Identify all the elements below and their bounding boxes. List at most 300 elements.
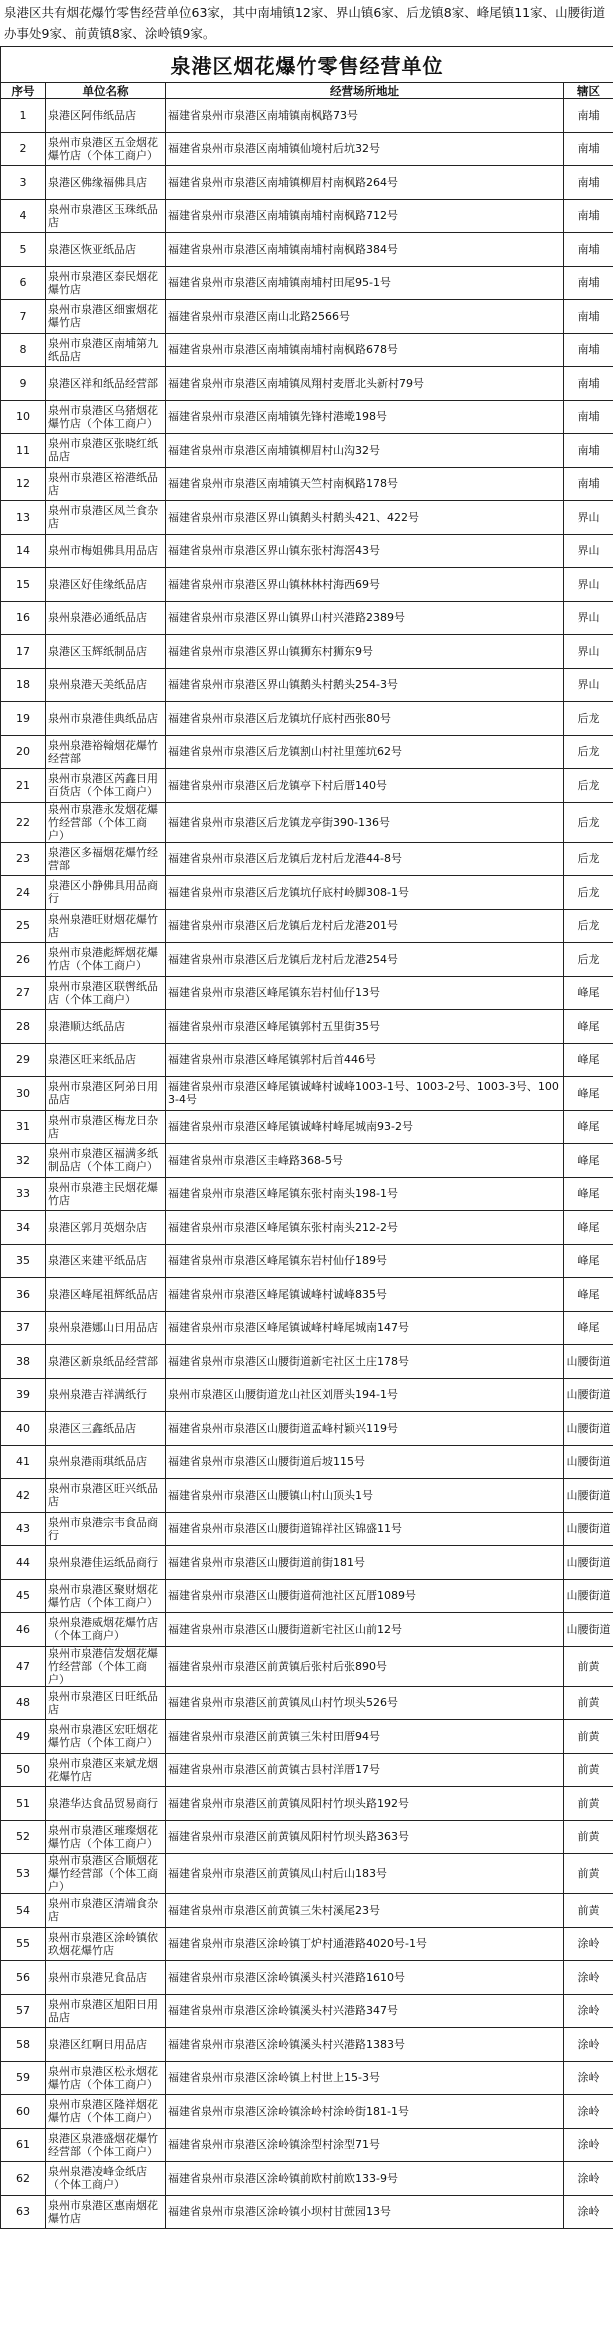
unit-name: 泉州泉港娜山日用品店	[46, 1311, 166, 1345]
unit-name: 泉州市泉港区日旺纸品店	[46, 1686, 166, 1720]
row-number: 5	[1, 233, 46, 267]
table-row	[1, 601, 613, 635]
table-row	[1, 802, 613, 842]
business-address: 福建省泉州市泉港区山腰镇山村山顶头1号	[166, 1479, 564, 1513]
district: 前黄	[564, 1720, 613, 1754]
unit-name: 泉州泉港雨琪纸品店	[46, 1445, 166, 1479]
district: 峰尾	[564, 1177, 613, 1211]
row-number: 20	[1, 735, 46, 769]
unit-name: 泉州泉港天美纸品店	[46, 668, 166, 702]
unit-name: 泉港区阿伟纸品店	[46, 99, 166, 133]
business-address: 福建省泉州市泉港区峰尾镇诚峰村峰尾城南93-2号	[166, 1110, 564, 1144]
row-number: 34	[1, 1211, 46, 1245]
table-row	[1, 1613, 613, 1647]
district: 界山	[564, 668, 613, 702]
row-number: 62	[1, 2162, 46, 2196]
business-address: 福建省泉州市泉港区涂岭镇丁炉村通港路4020号-1号	[166, 1927, 564, 1961]
business-address: 泉州市泉港区山腰街道龙山社区刘厝头194-1号	[166, 1378, 564, 1412]
business-address: 福建省泉州市泉港区南埔镇南埔村南枫路384号	[166, 233, 564, 267]
business-address: 福建省泉州市泉港区涂岭镇前欧村前欧133-9号	[166, 2162, 564, 2196]
business-address: 福建省泉州市泉港区南埔镇天竺村南枫路178号	[166, 467, 564, 501]
unit-name: 泉港区新泉纸品经营部	[46, 1345, 166, 1379]
business-address: 福建省泉州市泉港区后龙镇坑仔底村岭脚308-1号	[166, 876, 564, 910]
row-number: 25	[1, 909, 46, 943]
table-row	[1, 434, 613, 468]
district: 后龙	[564, 769, 613, 803]
table-row	[1, 534, 613, 568]
unit-name: 泉州市泉港区惠南烟花爆竹店	[46, 2195, 166, 2229]
table-row	[1, 1512, 613, 1546]
district: 南埔	[564, 166, 613, 200]
row-number: 49	[1, 1720, 46, 1754]
unit-name: 泉港区恢亚纸品店	[46, 233, 166, 267]
row-number: 36	[1, 1278, 46, 1312]
business-address: 福建省泉州市泉港区界山镇鹅头村鹅头421、422号	[166, 501, 564, 535]
district: 南埔	[564, 467, 613, 501]
retail-units-table	[0, 46, 613, 2229]
row-number: 35	[1, 1244, 46, 1278]
table-row	[1, 976, 613, 1010]
unit-name: 泉州市泉港区玉珠纸品店	[46, 199, 166, 233]
row-number: 42	[1, 1479, 46, 1513]
row-number: 63	[1, 2195, 46, 2229]
table-row	[1, 668, 613, 702]
table-row	[1, 2061, 613, 2095]
unit-name: 泉州市泉港区联辔纸品店（个体工商户）	[46, 976, 166, 1010]
business-address: 福建省泉州市泉港区南埔镇凤翔村麦厝北头新村79号	[166, 367, 564, 401]
business-address: 福建省泉州市泉港区山腰街道前街181号	[166, 1546, 564, 1580]
unit-name: 泉港区多福烟花爆竹经营部	[46, 842, 166, 876]
row-number: 17	[1, 635, 46, 669]
district: 涂岭	[564, 2028, 613, 2062]
district: 山腰街道	[564, 1378, 613, 1412]
unit-name: 泉州市泉港区旺兴纸品店	[46, 1479, 166, 1513]
table-row	[1, 2028, 613, 2062]
district: 界山	[564, 601, 613, 635]
row-number: 45	[1, 1579, 46, 1613]
row-number: 57	[1, 1994, 46, 2028]
row-number: 14	[1, 534, 46, 568]
district: 南埔	[564, 333, 613, 367]
district: 前黄	[564, 1894, 613, 1928]
unit-name: 泉州市泉港区聚财烟花爆竹店（个体工商户）	[46, 1579, 166, 1613]
unit-name: 泉州泉港威烟花爆竹店（个体工商户）	[46, 1613, 166, 1647]
table-row	[1, 1077, 613, 1111]
district: 峰尾	[564, 1110, 613, 1144]
unit-name: 泉州泉港佳运纸品商行	[46, 1546, 166, 1580]
business-address: 福建省泉州市泉港区涂岭镇涂型村涂型71号	[166, 2128, 564, 2162]
row-number: 55	[1, 1927, 46, 1961]
table-row	[1, 1753, 613, 1787]
header-dist: 辖区	[564, 83, 613, 99]
district: 峰尾	[564, 1244, 613, 1278]
district: 前黄	[564, 1753, 613, 1787]
table-row	[1, 1378, 613, 1412]
row-number: 60	[1, 2095, 46, 2129]
unit-name: 泉州市泉港兄食品店	[46, 1961, 166, 1995]
row-number: 52	[1, 1820, 46, 1854]
business-address: 福建省泉州市泉港区山腰街道锦祥社区锦盛11号	[166, 1512, 564, 1546]
table-row	[1, 735, 613, 769]
table-row	[1, 266, 613, 300]
district: 峰尾	[564, 1144, 613, 1178]
business-address: 福建省泉州市泉港区前黄镇三朱村溪尾23号	[166, 1894, 564, 1928]
business-address: 福建省泉州市泉港区南埔镇柳眉村山沟32号	[166, 434, 564, 468]
retail-units-table-wrapper	[0, 46, 613, 2229]
table-row	[1, 1546, 613, 1580]
row-number: 24	[1, 876, 46, 910]
table-row	[1, 1646, 613, 1686]
business-address: 福建省泉州市泉港区峰尾镇东岩村仙仔189号	[166, 1244, 564, 1278]
district: 后龙	[564, 876, 613, 910]
table-row	[1, 2095, 613, 2129]
unit-name: 泉州泉港裕翰烟花爆竹经营部	[46, 735, 166, 769]
unit-name: 泉港区三鑫纸品店	[46, 1412, 166, 1446]
district: 前黄	[564, 1820, 613, 1854]
unit-name: 泉州市泉港区清端食杂店	[46, 1894, 166, 1928]
district: 南埔	[564, 367, 613, 401]
table-header-row	[1, 83, 613, 99]
table-row	[1, 1244, 613, 1278]
row-number: 15	[1, 568, 46, 602]
unit-name: 泉州市泉港区梅龙日杂店	[46, 1110, 166, 1144]
unit-name: 泉州市泉港区张晓红纸品店	[46, 434, 166, 468]
district: 前黄	[564, 1787, 613, 1821]
table-row	[1, 99, 613, 133]
business-address: 福建省泉州市泉港区峰尾镇诚峰村诚峰835号	[166, 1278, 564, 1312]
row-number: 19	[1, 702, 46, 736]
table-row	[1, 2195, 613, 2229]
unit-name: 泉州市泉港区合顺烟花爆竹经营部（个体工商户）	[46, 1854, 166, 1894]
table-row	[1, 2128, 613, 2162]
table-row	[1, 1144, 613, 1178]
table-row	[1, 1927, 613, 1961]
table-row	[1, 1961, 613, 1995]
unit-name: 泉州泉港旺财烟花爆竹店	[46, 909, 166, 943]
unit-name: 泉州市泉港区宏旺烟花爆竹店（个体工商户）	[46, 1720, 166, 1754]
table-row	[1, 233, 613, 267]
row-number: 40	[1, 1412, 46, 1446]
district: 山腰街道	[564, 1613, 613, 1647]
district: 后龙	[564, 909, 613, 943]
unit-name: 泉港区泉港盛烟花爆竹经营部（个体工商户）	[46, 2128, 166, 2162]
table-row	[1, 1720, 613, 1754]
unit-name: 泉港区郭月英烟杂店	[46, 1211, 166, 1245]
district: 涂岭	[564, 2061, 613, 2095]
row-number: 48	[1, 1686, 46, 1720]
table-row	[1, 333, 613, 367]
table-row	[1, 943, 613, 977]
table-row	[1, 1994, 613, 2028]
row-number: 33	[1, 1177, 46, 1211]
district: 南埔	[564, 266, 613, 300]
table-row	[1, 1894, 613, 1928]
unit-name: 泉州市泉港区泰民烟花爆竹店	[46, 266, 166, 300]
business-address: 福建省泉州市泉港区峰尾镇郭村后首446号	[166, 1043, 564, 1077]
row-number: 16	[1, 601, 46, 635]
district: 峰尾	[564, 1077, 613, 1111]
district: 前黄	[564, 1646, 613, 1686]
district: 后龙	[564, 943, 613, 977]
district: 山腰街道	[564, 1579, 613, 1613]
intro-text: 泉港区共有烟花爆竹零售经营单位63家，其中南埔镇12家、界山镇6家、后龙镇8家、峰尾镇11家、山腰街道办事处9家、前黄镇8家、涂岭镇9家。	[4, 5, 606, 41]
district: 南埔	[564, 99, 613, 133]
table-row	[1, 367, 613, 401]
business-address: 福建省泉州市泉港区涂岭镇涂岭村涂岭街181-1号	[166, 2095, 564, 2129]
unit-name: 泉州市泉港信发烟花爆竹经营部（个体工商户）	[46, 1646, 166, 1686]
row-number: 1	[1, 99, 46, 133]
row-number: 18	[1, 668, 46, 702]
row-number: 23	[1, 842, 46, 876]
header-no: 序号	[1, 83, 46, 99]
business-address: 福建省泉州市泉港区南埔镇仙境村后坑32号	[166, 132, 564, 166]
business-address: 福建省泉州市泉港区涂岭镇溪头村兴港路1383号	[166, 2028, 564, 2062]
district: 涂岭	[564, 1994, 613, 2028]
business-address: 福建省泉州市泉港区峰尾镇东岩村仙仔13号	[166, 976, 564, 1010]
business-address: 福建省泉州市泉港区南埔镇南埔村田尾95-1号	[166, 266, 564, 300]
business-address: 福建省泉州市泉港区山腰街道后坡115号	[166, 1445, 564, 1479]
row-number: 61	[1, 2128, 46, 2162]
district: 南埔	[564, 434, 613, 468]
business-address: 福建省泉州市泉港区界山镇界山村兴港路2389号	[166, 601, 564, 635]
table-row	[1, 132, 613, 166]
row-number: 37	[1, 1311, 46, 1345]
unit-name: 泉港区好佳缘纸品店	[46, 568, 166, 602]
unit-name: 泉州市泉港区五金烟花爆竹店（个体工商户）	[46, 132, 166, 166]
unit-name: 泉州市泉港区福满多纸制品店（个体工商户）	[46, 1144, 166, 1178]
row-number: 47	[1, 1646, 46, 1686]
district: 峰尾	[564, 976, 613, 1010]
unit-name: 泉州市泉港区涂岭镇依玖烟花爆竹店	[46, 1927, 166, 1961]
district: 峰尾	[564, 1211, 613, 1245]
row-number: 10	[1, 400, 46, 434]
business-address: 福建省泉州市泉港区山腰街道荷池社区瓦厝1089号	[166, 1579, 564, 1613]
unit-name: 泉州市泉港区来斌龙烟花爆竹店	[46, 1753, 166, 1787]
header-addr: 经营场所地址	[166, 83, 564, 99]
row-number: 58	[1, 2028, 46, 2062]
table-row	[1, 1211, 613, 1245]
district: 涂岭	[564, 2162, 613, 2196]
row-number: 11	[1, 434, 46, 468]
unit-name: 泉港华达食品贸易商行	[46, 1787, 166, 1821]
district: 山腰街道	[564, 1546, 613, 1580]
unit-name: 泉港区佛缘福佛具店	[46, 166, 166, 200]
business-address: 福建省泉州市泉港区南埔镇南枫路73号	[166, 99, 564, 133]
unit-name: 泉州泉港必通纸品店	[46, 601, 166, 635]
business-address: 福建省泉州市泉港区峰尾镇郭村五里街35号	[166, 1010, 564, 1044]
business-address: 福建省泉州市泉港区前黄镇凤阳村竹坝头路192号	[166, 1787, 564, 1821]
district: 前黄	[564, 1686, 613, 1720]
district: 峰尾	[564, 1010, 613, 1044]
row-number: 44	[1, 1546, 46, 1580]
unit-name: 泉港区小静佛具用品商行	[46, 876, 166, 910]
business-address: 福建省泉州市泉港区界山镇狮东村狮东9号	[166, 635, 564, 669]
row-number: 56	[1, 1961, 46, 1995]
business-address: 福建省泉州市泉港区前黄镇凤山村竹坝头526号	[166, 1686, 564, 1720]
district: 南埔	[564, 400, 613, 434]
unit-name: 泉港顺达纸品店	[46, 1010, 166, 1044]
unit-name: 泉州市泉港区南埔第九纸品店	[46, 333, 166, 367]
table-row	[1, 1278, 613, 1312]
business-address: 福建省泉州市泉港区后龙镇后龙村后龙港254号	[166, 943, 564, 977]
district: 山腰街道	[564, 1512, 613, 1546]
table-row	[1, 1412, 613, 1446]
district: 峰尾	[564, 1311, 613, 1345]
unit-name: 泉州市泉港区阿弟日用品店	[46, 1077, 166, 1111]
business-address: 福建省泉州市泉港区后龙镇龙亭街390-136号	[166, 802, 564, 842]
district: 南埔	[564, 132, 613, 166]
unit-name: 泉州市泉港区裕港纸品店	[46, 467, 166, 501]
row-number: 41	[1, 1445, 46, 1479]
business-address: 福建省泉州市泉港区峰尾镇东张村南头212-2号	[166, 1211, 564, 1245]
row-number: 13	[1, 501, 46, 535]
unit-name: 泉港区峰尾祖辉纸品店	[46, 1278, 166, 1312]
row-number: 8	[1, 333, 46, 367]
business-address: 福建省泉州市泉港区南山北路2566号	[166, 300, 564, 334]
business-address: 福建省泉州市泉港区前黄镇三朱村田厝94号	[166, 1720, 564, 1754]
business-address: 福建省泉州市泉港区后龙镇割山村社里莲坑62号	[166, 735, 564, 769]
district: 界山	[564, 534, 613, 568]
district: 涂岭	[564, 2095, 613, 2129]
district: 前黄	[564, 1854, 613, 1894]
table-row	[1, 1820, 613, 1854]
table-row	[1, 1043, 613, 1077]
table-row	[1, 166, 613, 200]
business-address: 福建省泉州市泉港区前黄镇凤阳村竹坝头路363号	[166, 1820, 564, 1854]
row-number: 43	[1, 1512, 46, 1546]
district: 峰尾	[564, 1278, 613, 1312]
row-number: 9	[1, 367, 46, 401]
unit-name: 泉州市泉港永发烟花爆竹经营部（个体工商户）	[46, 802, 166, 842]
unit-name: 泉州市泉港佳典纸品店	[46, 702, 166, 736]
unit-name: 泉州市泉港区凤兰食杂店	[46, 501, 166, 535]
business-address: 福建省泉州市泉港区峰尾镇诚峰村诚峰1003-1号、1003-2号、1003-3号、1003-4号	[166, 1077, 564, 1111]
business-address: 福建省泉州市泉港区南埔镇先锋村港墘198号	[166, 400, 564, 434]
row-number: 31	[1, 1110, 46, 1144]
district: 界山	[564, 635, 613, 669]
business-address: 福建省泉州市泉港区后龙镇坑仔底村西张80号	[166, 702, 564, 736]
row-number: 27	[1, 976, 46, 1010]
business-address: 福建省泉州市泉港区后龙镇后龙村后龙港44-8号	[166, 842, 564, 876]
district: 涂岭	[564, 2128, 613, 2162]
table-row	[1, 1479, 613, 1513]
business-address: 福建省泉州市泉港区山腰街道新宅社区山前12号	[166, 1613, 564, 1647]
row-number: 7	[1, 300, 46, 334]
business-address: 福建省泉州市泉港区涂岭镇溪头村兴港路1610号	[166, 1961, 564, 1995]
business-address: 福建省泉州市泉港区后龙镇后龙村后龙港201号	[166, 909, 564, 943]
row-number: 54	[1, 1894, 46, 1928]
district: 涂岭	[564, 1961, 613, 1995]
table-row	[1, 1311, 613, 1345]
row-number: 59	[1, 2061, 46, 2095]
table-row	[1, 1010, 613, 1044]
table-row	[1, 769, 613, 803]
business-address: 福建省泉州市泉港区前黄镇古县村洋厝17号	[166, 1753, 564, 1787]
district: 山腰街道	[564, 1445, 613, 1479]
table-row	[1, 199, 613, 233]
district: 南埔	[564, 300, 613, 334]
table-row	[1, 2162, 613, 2196]
row-number: 32	[1, 1144, 46, 1178]
district: 南埔	[564, 233, 613, 267]
business-address: 福建省泉州市泉港区南埔镇柳眉村南枫路264号	[166, 166, 564, 200]
business-address: 福建省泉州市泉港区前黄镇后张村后张890号	[166, 1646, 564, 1686]
unit-name: 泉港区玉辉纸制品店	[46, 635, 166, 669]
unit-name: 泉州市泉港区乌猪烟花爆竹店（个体工商户）	[46, 400, 166, 434]
district: 后龙	[564, 702, 613, 736]
row-number: 29	[1, 1043, 46, 1077]
business-address: 福建省泉州市泉港区山腰街道新宅社区土庄178号	[166, 1345, 564, 1379]
table-row	[1, 635, 613, 669]
business-address: 福建省泉州市泉港区南埔镇南埔村南枫路712号	[166, 199, 564, 233]
row-number: 51	[1, 1787, 46, 1821]
table-row	[1, 1854, 613, 1894]
unit-name: 泉港区红啊日用品店	[46, 2028, 166, 2062]
district: 峰尾	[564, 1043, 613, 1077]
row-number: 53	[1, 1854, 46, 1894]
row-number: 46	[1, 1613, 46, 1647]
row-number: 6	[1, 266, 46, 300]
district: 涂岭	[564, 1927, 613, 1961]
row-number: 28	[1, 1010, 46, 1044]
row-number: 39	[1, 1378, 46, 1412]
row-number: 21	[1, 769, 46, 803]
table-row	[1, 1787, 613, 1821]
district: 山腰街道	[564, 1345, 613, 1379]
table-row	[1, 467, 613, 501]
business-address: 福建省泉州市泉港区界山镇东张村海滘43号	[166, 534, 564, 568]
business-address: 福建省泉州市泉港区峰尾镇诚峰村峰尾城南147号	[166, 1311, 564, 1345]
row-number: 12	[1, 467, 46, 501]
unit-name: 泉州市梅姐佛具用品店	[46, 534, 166, 568]
table-row	[1, 1177, 613, 1211]
row-number: 4	[1, 199, 46, 233]
business-address: 福建省泉州市泉港区界山镇鹅头村鹅头254-3号	[166, 668, 564, 702]
row-number: 2	[1, 132, 46, 166]
row-number: 50	[1, 1753, 46, 1787]
unit-name: 泉州市泉港区隆祥烟花爆竹店（个体工商户）	[46, 2095, 166, 2129]
unit-name: 泉港区来建平纸品店	[46, 1244, 166, 1278]
business-address: 福建省泉州市泉港区后龙镇亭下村后厝140号	[166, 769, 564, 803]
unit-name: 泉州泉港吉祥满纸行	[46, 1378, 166, 1412]
row-number: 22	[1, 802, 46, 842]
unit-name: 泉州市泉港区细蜜烟花爆竹店	[46, 300, 166, 334]
table-title: 泉港区烟花爆竹零售经营单位	[1, 47, 613, 83]
district: 后龙	[564, 735, 613, 769]
business-address: 福建省泉州市泉港区涂岭镇小坝村甘蔗园13号	[166, 2195, 564, 2229]
table-row	[1, 501, 613, 535]
unit-name: 泉州市泉港区松永烟花爆竹店（个体工商户）	[46, 2061, 166, 2095]
table-row	[1, 1445, 613, 1479]
district: 涂岭	[564, 2195, 613, 2229]
table-title-row	[1, 47, 613, 83]
table-row	[1, 1686, 613, 1720]
table-row	[1, 876, 613, 910]
table-row	[1, 1110, 613, 1144]
unit-name: 泉港区旺来纸品店	[46, 1043, 166, 1077]
district: 山腰街道	[564, 1412, 613, 1446]
unit-name: 泉港区祥和纸品经营部	[46, 367, 166, 401]
business-address: 福建省泉州市泉港区南埔镇南埔村南枫路678号	[166, 333, 564, 367]
business-address: 福建省泉州市泉港区山腰街道孟峰村颖兴119号	[166, 1412, 564, 1446]
district: 界山	[564, 568, 613, 602]
district: 界山	[564, 501, 613, 535]
district: 后龙	[564, 842, 613, 876]
table-row	[1, 909, 613, 943]
district: 南埔	[564, 199, 613, 233]
row-number: 3	[1, 166, 46, 200]
business-address: 福建省泉州市泉港区圭峰路368-5号	[166, 1144, 564, 1178]
